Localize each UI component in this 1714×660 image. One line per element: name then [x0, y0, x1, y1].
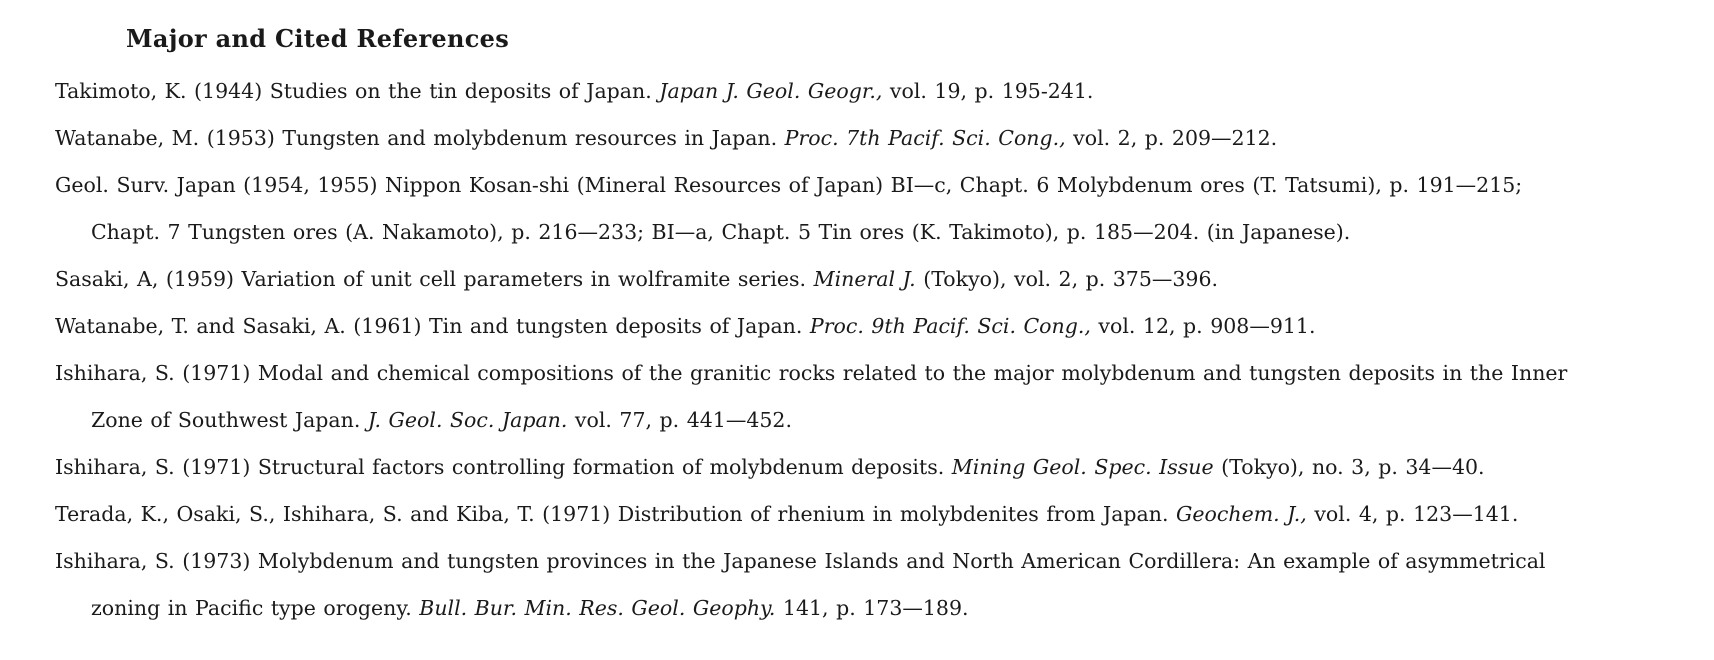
- reference-line: Chapt. 7 Tungsten ores (A. Nakamoto), p. 216—233; BI—a, Chapt. 5 Tin ores (K. Takimoto), p. 185—204. (in Japanese).: [91, 220, 1351, 244]
- reference-text: Sasaki, A, (1959) Variation of unit cell parameters in wolframite series.: [55, 267, 814, 291]
- reference-line: [55, 68, 1665, 115]
- journal-title: Proc. 7th Pacif. Sci. Cong.,: [784, 126, 1066, 150]
- reference-entry: [55, 350, 1665, 444]
- reference-entry: [55, 303, 1665, 350]
- reference-line: Ishihara, S. (1971) Modal and chemical compositions of the granitic rocks related to the major molybdenum and tungsten deposits in the Inner: [55, 361, 1568, 385]
- reference-text: Ishihara, S. (1971) Structural factors controlling formation of molybdenum deposits.: [55, 455, 952, 479]
- reference-text: (Tokyo), vol. 2, p. 375—396.: [915, 267, 1219, 291]
- journal-title: Mining Geol. Spec. Issue: [951, 455, 1214, 479]
- reference-entry: [55, 256, 1665, 303]
- reference-text: vol. 77, p. 441—452.: [567, 408, 792, 432]
- journal-title: Bull. Bur. Min. Res. Geol. Geophy.: [419, 596, 776, 620]
- reference-text: (Tokyo), no. 3, p. 34—40.: [1213, 455, 1485, 479]
- reference-text: Watanabe, M. (1953) Tungsten and molybdenum resources in Japan.: [55, 126, 785, 150]
- reference-line: [91, 397, 1665, 444]
- reference-line: [55, 303, 1665, 350]
- reference-entry: [55, 444, 1665, 491]
- journal-title: Geochem. J.,: [1176, 502, 1307, 526]
- reference-line: [55, 444, 1665, 491]
- reference-entry: [55, 68, 1665, 115]
- reference-text: Terada, K., Osaki, S., Ishihara, S. and Kiba, T. (1971) Distribution of rhenium in molybdenites from Japan.: [55, 502, 1177, 526]
- journal-title: Mineral J.: [813, 267, 916, 291]
- reference-list: [55, 68, 1665, 632]
- reference-line: [55, 115, 1665, 162]
- journal-title: Japan J. Geol. Geogr.,: [659, 79, 883, 103]
- reference-entry: [55, 538, 1665, 632]
- reference-text: Takimoto, K. (1944) Studies on the tin deposits of Japan.: [55, 79, 660, 103]
- reference-entry: [55, 162, 1665, 256]
- reference-line: [91, 585, 1665, 632]
- reference-line: [55, 491, 1665, 538]
- reference-text: 141, p. 173—189.: [775, 596, 969, 620]
- reference-text: vol. 4, p. 123—141.: [1306, 502, 1519, 526]
- reference-text: Zone of Southwest Japan.: [91, 408, 368, 432]
- reference-line: Ishihara, S. (1973) Molybdenum and tungsten provinces in the Japanese Islands and North American Cordillera: An example of asymmetrical: [55, 549, 1546, 573]
- reference-text: Watanabe, T. and Sasaki, A. (1961) Tin and tungsten deposits of Japan.: [55, 314, 810, 338]
- journal-title: J. Geol. Soc. Japan.: [367, 408, 568, 432]
- reference-text: zoning in Pacific type orogeny.: [91, 596, 420, 620]
- reference-line: [55, 256, 1665, 303]
- reference-line: Geol. Surv. Japan (1954, 1955) Nippon Kosan-shi (Mineral Resources of Japan) BI—c, Chapt. 6 Molybdenum ores (T. Tatsumi), p. 191—215;: [55, 173, 1523, 197]
- reference-entry: [55, 115, 1665, 162]
- reference-entry: [55, 491, 1665, 538]
- reference-text: vol. 19, p. 195-241.: [882, 79, 1094, 103]
- reference-text: vol. 12, p. 908—911.: [1090, 314, 1316, 338]
- section-heading: Major and Cited References: [126, 24, 510, 53]
- reference-text: vol. 2, p. 209—212.: [1065, 126, 1278, 150]
- journal-title: Proc. 9th Pacif. Sci. Cong.,: [809, 314, 1091, 338]
